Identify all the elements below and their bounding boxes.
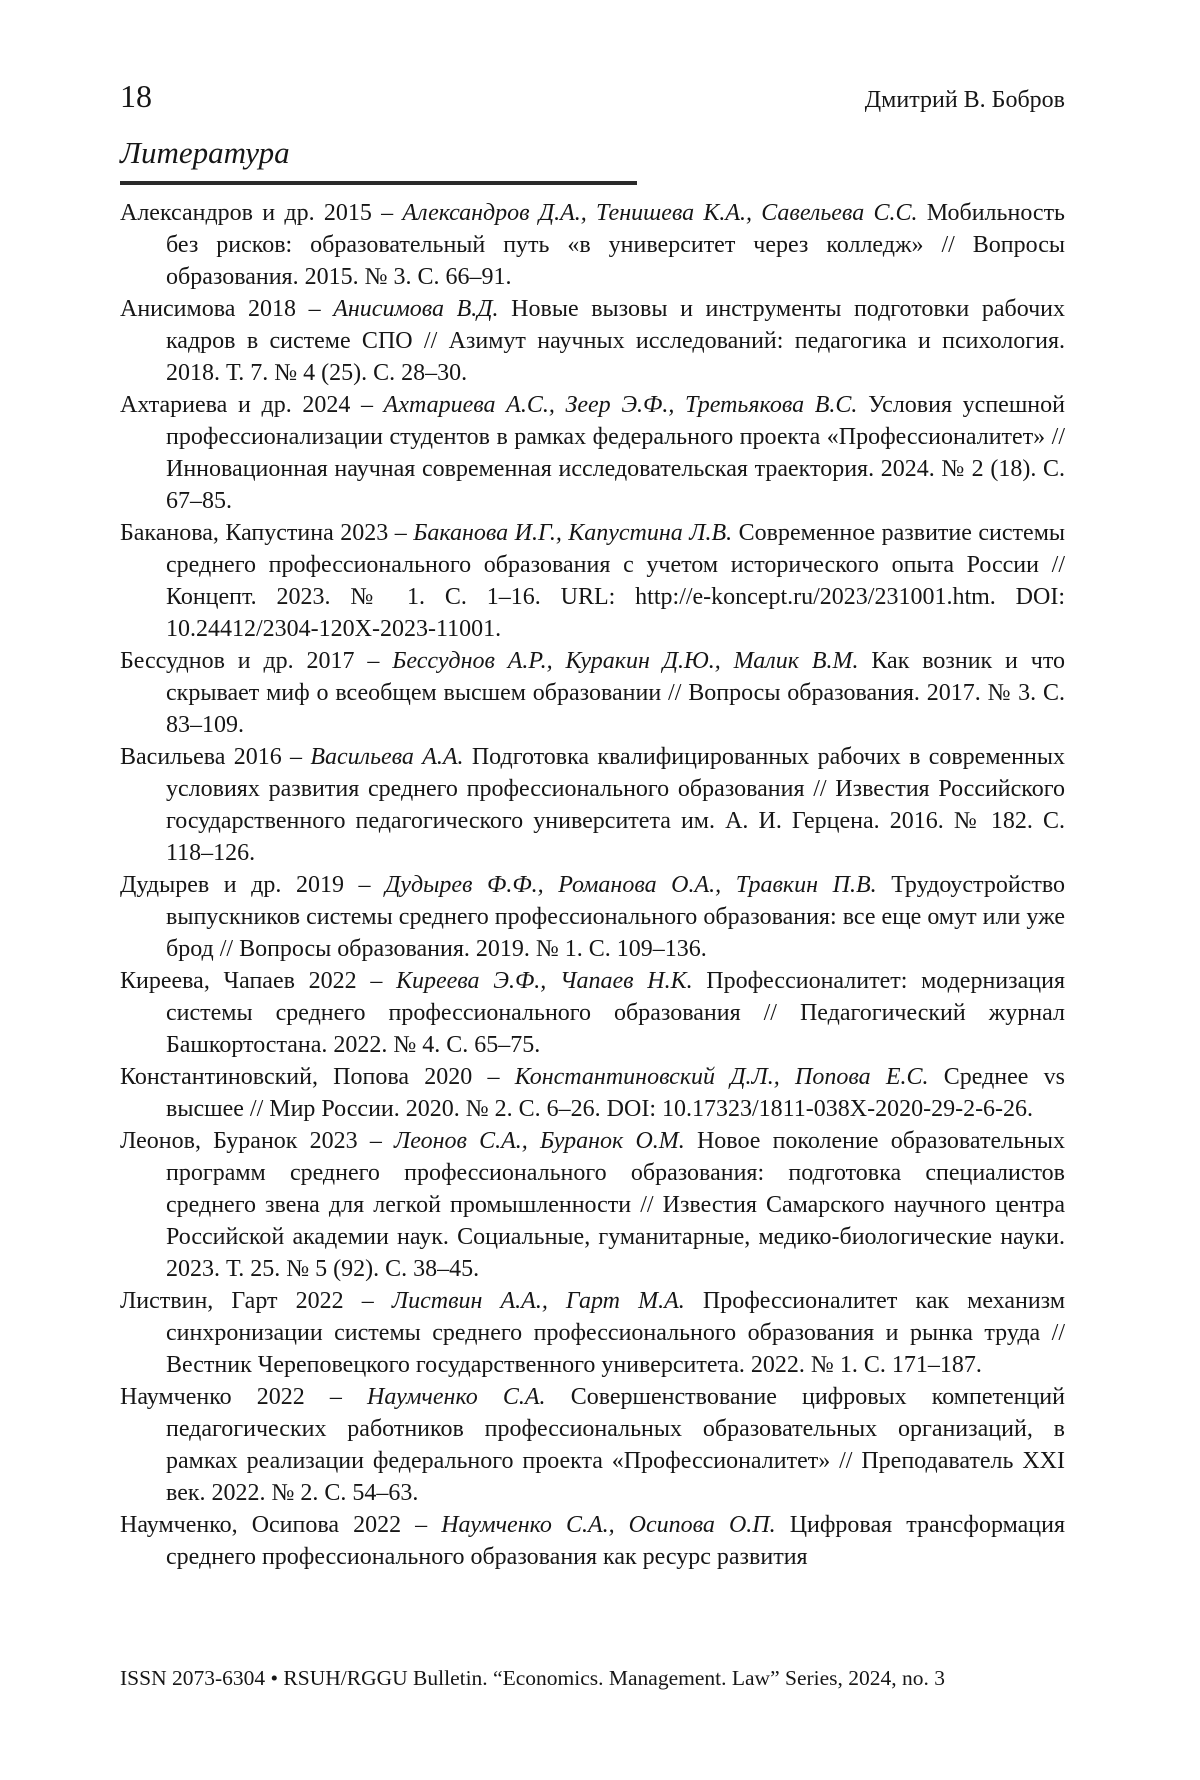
reference-entry bbox=[120, 389, 1065, 517]
reference-text: Киреева, Чапаев 2022 – bbox=[120, 968, 397, 995]
reference-entry bbox=[120, 1381, 1065, 1509]
page-header bbox=[120, 80, 1065, 112]
reference-authors: Ахтариева А.С., Зеер Э.Ф., Третьякова В.С. bbox=[383, 392, 858, 419]
reference-text: Новые вызовы и инструменты подготовки рабочих кадров в системе СПО // Азимут научных исследований: педагогика и психология. 2018. Т. 7. № 4 (25). С. 28–30. bbox=[166, 296, 1066, 387]
reference-authors: Бессуднов А.Р., Куракин Д.Ю., Малик В.М. bbox=[392, 648, 859, 675]
reference-text: Наумченко 2022 – bbox=[120, 1384, 368, 1411]
reference-entry bbox=[120, 293, 1065, 389]
page-footer: ISSN 2073-6304 • RSUH/RGGU Bulletin. “Economics. Management. Law” Series, 2024, no. 3 bbox=[120, 1666, 946, 1690]
reference-text: Профессионалитет как механизм синхронизации системы среднего профессионального образования и рынка труда // Вестник Череповецкого государственного университета. 2022. № 1. С. 171–187. bbox=[166, 1288, 1066, 1379]
reference-entry bbox=[120, 965, 1065, 1061]
section-title-rule bbox=[120, 181, 637, 185]
reference-authors: Дудырев Ф.Ф., Романова О.А., Травкин П.В. bbox=[385, 872, 877, 899]
reference-authors: Анисимова В.Д. bbox=[333, 296, 499, 323]
reference-text: Подготовка квалифицированных рабочих в современных условиях развития среднего профессионального образования // Известия Российского государственного педагогического университета им. А. И. Герцена. 2016. № 182. С. 118–126. bbox=[166, 744, 1065, 867]
reference-authors: Леонов С.А., Буранок О.М. bbox=[394, 1128, 685, 1155]
reference-authors: Киреева Э.Ф., Чапаев Н.К. bbox=[396, 968, 693, 995]
reference-text: Дудырев и др. 2019 – bbox=[120, 872, 386, 899]
reference-text: Современное развитие системы среднего профессионального образования с учетом исторического опыта России // Концепт. 2023. № 1. С. 1–16. URL: http://e-koncept.ru/2023/231001.htm. DOI: 10.24412/2304-120X-2023-11001. bbox=[166, 520, 1066, 643]
reference-text: Трудоустройство выпускников системы среднего профессионального образования: все еще омут или уже брод // Вопросы образования. 2019. № 1. С. 109–136. bbox=[166, 872, 1065, 963]
running-head-author: Дмитрий В. Бобров bbox=[864, 87, 1065, 113]
reference-text: Баканова, Капустина 2023 – bbox=[120, 520, 414, 547]
page-number: 18 bbox=[120, 78, 152, 114]
reference-text: Ахтариева и др. 2024 – bbox=[120, 392, 384, 419]
reference-authors: Константиновский Д.Л., Попова Е.С. bbox=[514, 1064, 929, 1091]
reference-authors: Наумченко С.А., Осипова О.П. bbox=[441, 1512, 776, 1539]
reference-authors: Наумченко С.А. bbox=[367, 1384, 546, 1411]
reference-text: Мобильность без рисков: образовательный путь «в университет через колледж» // Вопросы образования. 2015. № 3. С. 66–91. bbox=[166, 200, 1065, 291]
reference-text: Константиновский, Попова 2020 – bbox=[120, 1064, 515, 1091]
reference-text: Цифровая трансформация среднего профессионального образования как ресурс развития bbox=[166, 1512, 1066, 1571]
reference-text: Александров и др. 2015 – bbox=[120, 200, 403, 227]
reference-authors: Баканова И.Г., Капустина Л.В. bbox=[413, 520, 733, 547]
reference-entry bbox=[120, 1061, 1065, 1125]
section-title: Литература bbox=[120, 135, 290, 170]
reference-entry bbox=[120, 517, 1065, 645]
reference-text: Васильева 2016 – bbox=[120, 744, 311, 771]
reference-authors: Александров Д.А., Тенишева К.А., Савельева С.С. bbox=[402, 200, 918, 227]
reference-text: Наумченко, Осипова 2022 – bbox=[120, 1512, 442, 1539]
reference-entry bbox=[120, 197, 1065, 293]
reference-text: Новое поколение образовательных программ среднего профессионального образования: подготовка специалистов среднего звена для легкой промышленности // Известия Самарского научного центра Российской академии наук. Социальные, гуманитарные, медико-биологические науки. 2023. Т. 25. № 5 (92). С. 38–45. bbox=[166, 1128, 1065, 1283]
reference-authors: Васильева А.А. bbox=[310, 744, 464, 771]
reference-text: Бессуднов и др. 2017 – bbox=[120, 648, 393, 675]
reference-text: Условия успешной профессионализации студентов в рамках федерального проекта «Профессионалитет» // Инновационная научная современная исследовательская траектория. 2024. № 2 (18). С. 67–85. bbox=[166, 392, 1065, 515]
reference-entry bbox=[120, 1509, 1065, 1573]
reference-entry bbox=[120, 869, 1065, 965]
reference-entry bbox=[120, 1285, 1065, 1381]
reference-entry bbox=[120, 1125, 1065, 1285]
reference-authors: Листвин А.А., Гарт М.А. bbox=[391, 1288, 685, 1315]
reference-text: Листвин, Гарт 2022 – bbox=[120, 1288, 392, 1315]
reference-entry bbox=[120, 741, 1065, 869]
reference-entry bbox=[120, 645, 1065, 741]
references-list bbox=[120, 197, 1065, 1573]
reference-text: Леонов, Буранок 2023 – bbox=[120, 1128, 394, 1155]
reference-text: Профессионалитет: модернизация системы среднего профессионального образования // Педагогический журнал Башкортостана. 2022. № 4. С. 65–75. bbox=[166, 968, 1065, 1059]
reference-text: Совершенствование цифровых компетенций педагогических работников профессиональных образовательных организаций, в рамках реализации федерального проекта «Профессионалитет» // Преподаватель XXI век. 2022. № 2. С. 54–63. bbox=[166, 1384, 1065, 1507]
reference-text: Анисимова 2018 – bbox=[120, 296, 334, 323]
reference-text: Как возник и что скрывает миф о всеобщем высшем образовании // Вопросы образования. 2017. № 3. С. 83–109. bbox=[166, 648, 1065, 739]
reference-text: Среднее vs высшее // Мир России. 2020. № 2. С. 6–26. DOI: 10.17323/1811-038X-2020-29-2-6-26. bbox=[166, 1064, 1066, 1123]
